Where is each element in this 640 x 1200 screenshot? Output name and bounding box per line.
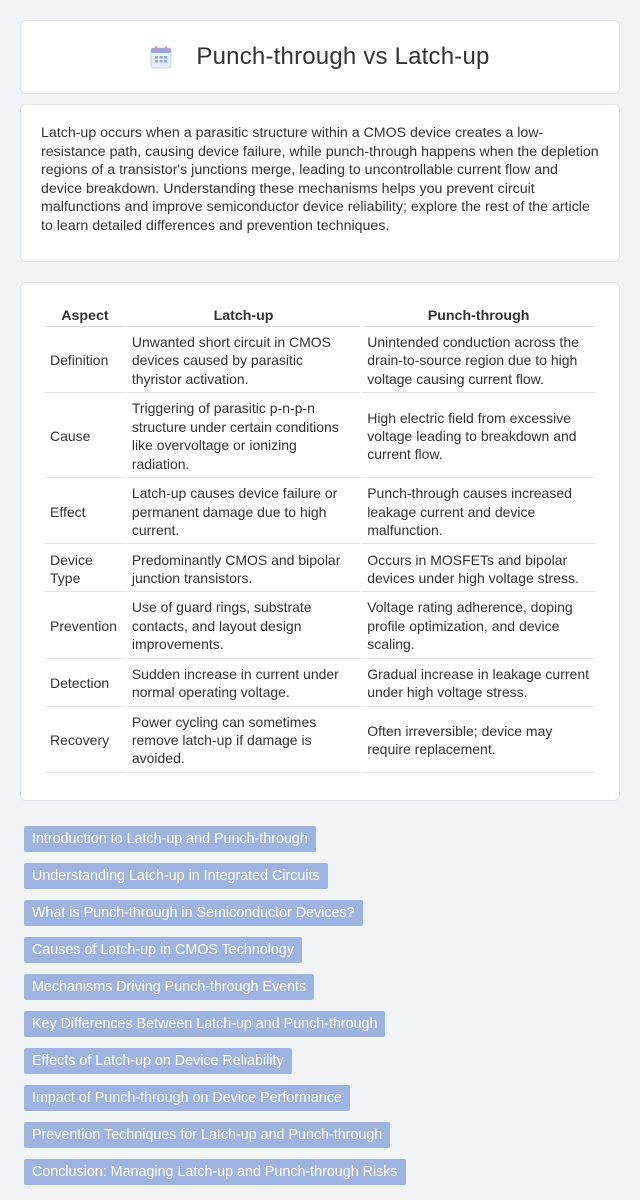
topic-link[interactable]: Impact of Punch-through on Device Performance: [24, 1085, 350, 1111]
row-punch-through: Voltage rating adherence, doping profile optimization, and device scaling.: [362, 594, 595, 658]
row-punch-through: High electric field from excessive voltage leading to breakdown and current flow.: [362, 395, 595, 478]
row-latch-up: Sudden increase in current under normal operating voltage.: [127, 661, 360, 707]
row-punch-through: Often irreversible; device may require replacement.: [362, 709, 595, 773]
table-row: [45, 594, 595, 658]
row-latch-up: Predominantly CMOS and bipolar junction transistors.: [127, 546, 360, 592]
intro-paragraph: Latch-up occurs when a parasitic structure within a CMOS device creates a low-resistance path, causing device failure, while punch-through happens when the depletion regions of a transistor's junctions merge, leading to uncontrollable current flow and device breakdown. Understanding these mechanisms helps you prevent circuit malfunctions and improve semiconductor device reliability; explore the rest of the article to learn detailed differences and prevention techniques.: [41, 125, 599, 234]
row-aspect: Recovery: [45, 709, 125, 773]
row-latch-up: Use of guard rings, substrate contacts, and layout design improvements.: [127, 594, 360, 658]
table-row: [45, 709, 595, 773]
row-aspect: Definition: [45, 329, 125, 393]
row-aspect: Prevention: [45, 594, 125, 658]
title-card: [20, 20, 620, 94]
row-latch-up: Triggering of parasitic p-n-p-n structure under certain conditions like overvoltage or ionizing radiation.: [127, 395, 360, 478]
page-title: Punch-through vs Latch-up: [196, 43, 490, 70]
row-latch-up: Unwanted short circuit in CMOS devices caused by parasitic thyristor activation.: [127, 329, 360, 393]
topic-link[interactable]: Understanding Latch-up in Integrated Circuits: [24, 863, 328, 889]
header-latch-up: Latch-up: [127, 305, 360, 327]
comparison-table-card: [20, 282, 620, 801]
topic-link[interactable]: Conclusion: Managing Latch-up and Punch-through Risks: [24, 1159, 406, 1185]
header-aspect: Aspect: [45, 305, 125, 327]
row-aspect: Device Type: [45, 546, 125, 592]
row-aspect: Cause: [45, 395, 125, 478]
intro-card: [20, 104, 620, 262]
topic-link[interactable]: What is Punch-through in Semiconductor Devices?: [24, 900, 363, 926]
topic-link[interactable]: Mechanisms Driving Punch-through Events: [24, 974, 314, 1000]
row-punch-through: Occurs in MOSFETs and bipolar devices under high voltage stress.: [362, 546, 595, 592]
table-row: [45, 395, 595, 478]
row-punch-through: Punch-through causes increased leakage current and device malfunction.: [362, 480, 595, 544]
topic-link[interactable]: Causes of Latch-up in CMOS Technology: [24, 937, 302, 963]
row-aspect: Detection: [45, 661, 125, 707]
table-row: [45, 661, 595, 707]
topic-link[interactable]: Effects of Latch-up on Device Reliability: [24, 1048, 292, 1074]
table-row: [45, 546, 595, 592]
row-aspect: Effect: [45, 480, 125, 544]
row-punch-through: Gradual increase in leakage current under high voltage stress.: [362, 661, 595, 707]
row-latch-up: Power cycling can sometimes remove latch-up if damage is avoided.: [127, 709, 360, 773]
row-punch-through: Unintended conduction across the drain-to-source region due to high voltage causing current flow.: [362, 329, 595, 393]
topic-link[interactable]: Key Differences Between Latch-up and Punch-through: [24, 1011, 385, 1037]
comparison-table: [43, 303, 597, 775]
page-header: [21, 21, 619, 93]
row-latch-up: Latch-up causes device failure or permanent damage due to high current.: [127, 480, 360, 544]
header-punch-through: Punch-through: [362, 305, 595, 327]
topic-link[interactable]: Introduction to Latch-up and Punch-through: [24, 826, 316, 852]
table-row: [45, 329, 595, 393]
calendar-icon: [150, 45, 172, 69]
table-row: [45, 480, 595, 544]
topic-link[interactable]: Prevention Techniques for Latch-up and Punch-through: [24, 1122, 390, 1148]
table-header-row: [45, 305, 595, 327]
